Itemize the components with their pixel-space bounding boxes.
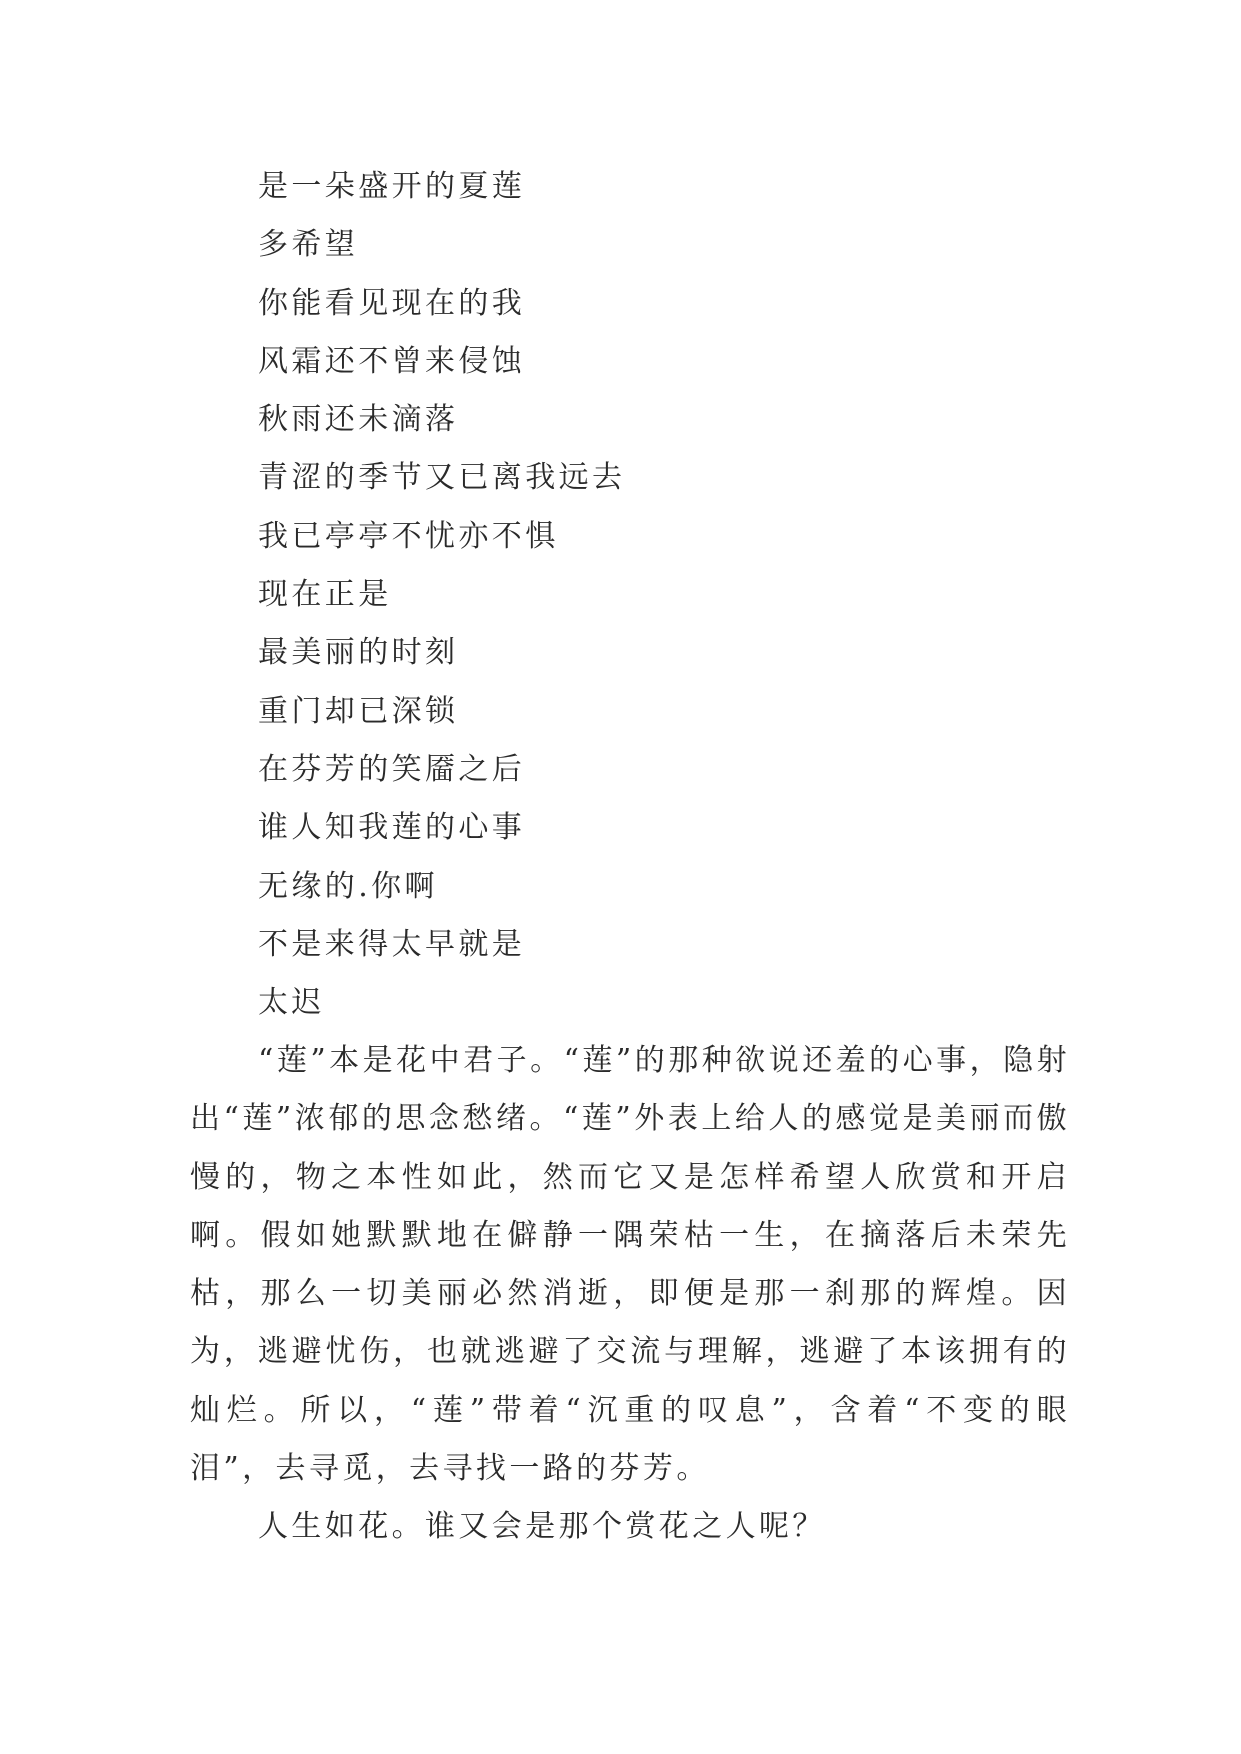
poem-line: 不是来得太早就是 (258, 926, 526, 962)
poem-line: 青涩的季节又已离我远去 (258, 460, 626, 496)
poem-line: 多希望 (258, 227, 359, 263)
poem-line: 谁人知我莲的心事 (258, 810, 526, 846)
poem-line: 无缘的.你啊 (258, 868, 438, 904)
poem-line: 秋雨还未滴落 (258, 402, 459, 438)
poem-line: 在芬芳的笑靥之后 (258, 751, 526, 787)
poem-line: 太迟 (258, 985, 325, 1021)
poem-line: 风霜还不曾来侵蚀 (258, 343, 526, 379)
poem-line: 你能看见现在的我 (258, 285, 526, 321)
closing-paragraph: 人生如花。谁又会是那个赏花之人呢？ (258, 1509, 826, 1545)
poem (258, 158, 625, 1032)
poem-line: 是一朵盛开的夏莲 (258, 169, 526, 204)
poem-line: 我已亭亭不忧亦不惧 (258, 518, 559, 554)
commentary (190, 1032, 1070, 1557)
poem-line: 现在正是 (258, 577, 392, 613)
commentary-paragraph: “莲”本是花中君子。“莲”的那种欲说还羞的心事，隐射出“莲”浓郁的思念愁绪。“莲”外表上给人的感觉是美丽而傲慢的，物之本性如此，然而它又是怎样希望人欣赏和开启啊。假如她默默地在僻静一隅荣枯一生，在摘落后未荣先枯，那么一切美丽必然消逝，即便是那一刹那的辉煌。因为，逃避忧伤，也就逃避了交流与理解，逃避了本该拥有的灿烂。所以，“莲”带着“沉重的叹息”，含着“不变的眼泪”，去寻觅，去寻找一路的芬芳。 (190, 1043, 1070, 1487)
poem-line: 重门却已深锁 (258, 693, 459, 729)
poem-line: 最美丽的时刻 (258, 635, 459, 671)
